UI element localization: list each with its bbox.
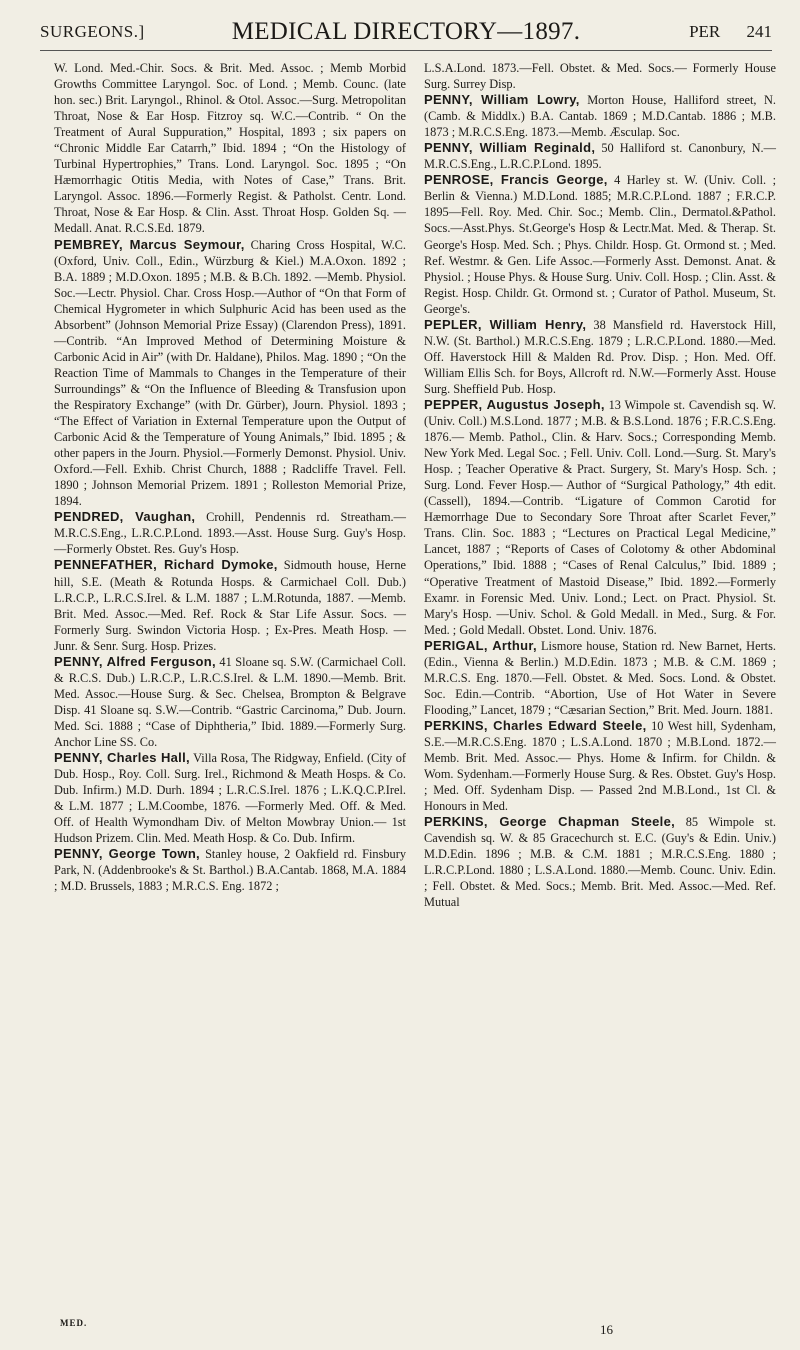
- page-title: MEDICAL DIRECTORY—1897.: [231, 18, 581, 45]
- entry-name: PERKINS, George Chapman Steele,: [424, 814, 676, 830]
- entry-text: 38 Mansfield rd. Haverstock Hill, N.W. (St. Barthol.) M.R.C.S.Eng. 1879 ; L.R.C.P.Lond. 1880.—Med. Off. Haverstock Hill & Malden Rd. Prov. Disp. ; Hon. Med. Off. William Ellis Sch. for Boys, Allcroft rd. N.W.—Formerly Asst. House Surg. Sheffield Pub. Hosp.: [424, 317, 776, 396]
- directory-entry: [54, 846, 406, 894]
- header-rule: [40, 50, 772, 51]
- entry-text: 41 Sloane sq. S.W. (Carmichael Coll. & R.C.S. Dub.) L.R.C.P., L.R.C.S.Irel. & L.M. 1890.—Memb. Brit. Med. Assoc.—House Surg. & Sec. Chelsea, Brompton & Belgrave Disp. 41 Sloane sq. S.W.—Contrib. “Gastric Carcinoma,” Dub. Journ. Med. Sci. 1888 ; “Case of Diphtheria,” Ibid. 1889.—Formerly Surg. Anchor Line SS. Co.: [54, 654, 406, 749]
- directory-entry: [424, 317, 776, 397]
- left-column: [54, 60, 406, 894]
- entry-text: 13 Wimpole st. Cavendish sq. W. (Univ. Coll.) M.S.Lond. 1877 ; M.B. & B.S.Lond. 1876 ; F.R.C.S.Eng. 1876.— Memb. Pathol., Clin. & Harv. Socs.; Corresponding Memb. New York Med. Legal Soc. ; Fell. Univ. Coll. Lond.—Surg. St. Mary's Hosp. ; Teacher Operative & Pract. Surgery, St. Mary's Hosp. Sch. ; Surg. Lond. Fever Hosp.— Author of “Surgical Pathology,” 4th edit. (Cassell), 1894.—Contrib. “Ligature of Common Carotid for Hæmorrhage Due to Secondary Sore Throat after Scarlet Fever,” Trans. Clin. Soc. 1883 ; “Lectures on Practical Legal Medicine,” Lancet, 1887 ; “Reports of Cases of Colotomy & other Abdominal Operations,” Ibid. 1888 ; “Cases of Renal Calculus,” Ibid. 1889 ; “Operative Treatment of Mastoid Disease,” Ibid. 1892.—Formerly Examr. in Forensic Med. Univ. Lond.; Lect. on Pract. Physiol. St. Mary's Hosp. —Univ. Schol. & Gold Medall. in Med., Surg. & For. Med. ; Gold Medall. Obstet. Lond. Univ. 1876.: [424, 397, 776, 637]
- directory-entry: [424, 397, 776, 638]
- entry-name: PERIGAL, Arthur,: [424, 637, 537, 653]
- entry-name: PEMBREY, Marcus Seymour,: [54, 236, 245, 252]
- entry-text: Villa Rosa, The Ridgway, Enfield. (City of Dub. Hosp., Roy. Coll. Surg. Irel., Richmond & Meath Hosps. & Co. Dub. Infirm.) M.D. Durh. 1894 ; L.R.C.S.Irel. 1876 ; L.K.Q.C.P.Irel. & L.M. 1877 ; L.M.Coombe, 1876. —Formerly Med. Off. & Med. Off. of Health Wymondham Div. of Melton Mowbray Union.— 1st Hudson Prizem. Clin. Med. Meath Hosp. & Co. Dub. Infirm.: [54, 751, 406, 846]
- entry-name: PENNY, Alfred Ferguson,: [54, 653, 216, 669]
- folio-number: 16: [600, 1322, 613, 1337]
- directory-entry: [54, 750, 406, 846]
- directory-entry: [424, 140, 776, 172]
- directory-entry: [424, 60, 776, 92]
- entry-name: PENROSE, Francis George,: [424, 172, 608, 188]
- directory-entry: [54, 60, 406, 237]
- directory-entry: [54, 557, 406, 653]
- directory-entry: [54, 509, 406, 557]
- directory-entry: [54, 237, 406, 510]
- directory-entry: [424, 172, 776, 316]
- entry-name: PENNY, William Lowry,: [424, 92, 580, 108]
- page-number: 241: [746, 22, 772, 41]
- entry-name: PENDRED, Vaughan,: [54, 509, 196, 525]
- entry-text: 50 Halliford st. Canonbury, N.—M.R.C.S.Eng., L.R.C.P.Lond. 1895.: [424, 141, 776, 172]
- entry-text: 4 Harley st. W. (Univ. Coll. ; Berlin & Vienna.) M.D.Lond. 1885; M.R.C.P.Lond. 1887 ; F.R.C.P. 1895—Fell. Roy. Med. Chir. Soc.; Memb. Clin., Dermatol.&Pathol. Socs.—Asst.Phys. St.George's Hosp & Lectr.Mat. Med. & Therap. St. George's Hosp. Med. Sch. ; Phys. Childr. Hosp. Gt. Ormond st. ; Med. Ref. Westmr. & Gen. Life Assoc.—Formerly Asst. Demonst. Anat. & Physiol. ; House Phys. & House Surg. Univ. Coll. Hosp. ; Clin. Asst. & Regist. Hosp. Childr. Gt. Ormond st. ; Curator of Pathol. Museum, St. George's.: [424, 173, 776, 316]
- entry-text: L.S.A.Lond. 1873.—Fell. Obstet. & Med. Socs.— Formerly House Surg. Surrey Disp.: [424, 61, 776, 92]
- entry-name: PENNY, George Town,: [54, 846, 200, 862]
- entry-text: Morton House, Halliford street, N. (Camb. & Middlx.) B.A. Cantab. 1869 ; M.D.Cantab. 1886 ; M.B. 1873 ; M.R.C.S.Eng. 1873.—Memb. Æsculap. Soc.: [424, 93, 776, 140]
- running-header: [40, 18, 772, 44]
- entry-text: Sidmouth house, Herne hill, S.E. (Meath & Rotunda Hosps. & Carmichael Coll. Dub.) L.R.C.P., L.R.C.S.Irel. & L.M. 1887 ; L.M.Rotunda, 1887. —Memb. Brit. Med. Assoc.—Med. Ref. Rock & Star Life Assur. Socs. — Formerly Surg. Swindon Victoria Hosp. ; Ex-Pres. Meath Hosp. —Junr. & Senr. Surg. Hosp. Prizes.: [54, 558, 406, 653]
- entry-text: Stanley house, 2 Oakfield rd. Finsbury Park, N. (Addenbrooke's & St. Barthol.) B.A.Cantab. 1868, M.A. 1884 ; M.D. Brussels, 1883 ; M.R.C.S. Eng. 1872 ;: [54, 847, 407, 894]
- entry-name: PENNY, William Reginald,: [424, 140, 596, 156]
- entry-name: PERKINS, Charles Edward Steele,: [424, 717, 647, 733]
- directory-entry: [424, 718, 776, 814]
- directory-entry: [424, 814, 776, 910]
- directory-entry: [424, 638, 776, 718]
- entry-text: Crohill, Pendennis rd. Streatham.—M.R.C.S.Eng., L.R.C.P.Lond. 1893.—Asst. House Surg. Guy's Hosp.—Formerly Obstet. Res. Guy's Hosp.: [54, 510, 406, 557]
- section-label: SURGEONS.]: [40, 22, 145, 41]
- entry-name: PENNEFATHER, Richard Dymoke,: [54, 557, 278, 573]
- header-right: [667, 22, 772, 42]
- entry-name: PEPLER, William Henry,: [424, 316, 587, 332]
- entry-name: PEPPER, Augustus Joseph,: [424, 396, 605, 412]
- signature-mark: MED.: [60, 1318, 88, 1328]
- entry-text: W. Lond. Med.-Chir. Socs. & Brit. Med. Assoc. ; Memb Morbid Growths Committee Laryngol. Soc. of Lond. ; Memb. Counc. (late hon. sec.) Brit. Laryngol., Rhinol. & Otol. Assoc.—Surg. Metropolitan Throat, Nose & Ear Hosp. Fitzroy sq. W.C.—Contrib. “ On the Treatment of Aural Suppuration,” Hospital, 1893 ; six papers on “Chronic Middle Ear Catarrh,” Ibid. 1894 ; “On the Histology of Turbinal Hypertrophies,” Trans. Lond. Laryngol. Soc. 1895 ; “On Hæmorrhagic Otitis Media, with Notes of Case,” Trans. Brit. Laryngol. Assoc. 1896.—Formerly Regist. & Patholst. Centr. Lond. Throat, Nose & Ear Hosp. & Clin. Asst. Throat Hosp. Golden Sq. —Medall. Anat. R.C.S.Ed. 1879.: [54, 61, 406, 236]
- entry-text: Lismore house, Station rd. New Barnet, Herts. (Edin., Vienna & Berlin.) M.D.Edin. 1873 ; M.B. & C.M. 1869 ; M.R.C.S. Eng. 1870.—Fell. Obstet. & Med. Socs. Lond. & Obstet. Soc. Edin.—Contrib. “Abortion, Use of Hot Water in Severe Flooding,” Lancet, 1879 ; “Cæsarian Section,” Brit. Med. Journ. 1881.: [424, 638, 776, 717]
- directory-entry: [54, 654, 406, 750]
- entry-text: 85 Wimpole st. Cavendish sq. W. & 85 Gracechurch st. E.C. (Guy's & Edin. Univ.) M.D.Edin. 1896 ; M.B. & C.M. 1881 ; M.R.C.S.Eng. 1880 ; L.R.C.P.Lond. 1880 ; L.S.A.Lond. 1880.—Memb. Counc. Univ. Edin. ; Fell. Obstet. & Med. Socs.; Memb. Brit. Med. Assoc.—Med. Ref. Mutual: [424, 815, 776, 910]
- right-column: [424, 60, 776, 910]
- entry-text: 10 West hill, Sydenham, S.E.—M.R.C.S.Eng. 1870 ; L.S.A.Lond. 1870 ; M.B.Lond. 1872.—Memb. Brit. Med. Assoc.— Phys. Home & Infirm. for Childn. & Wom. Sydenham.—Formerly House Surg. & Res. Obstet. Guy's Hosp. ; Med. Off. Sydenham Disp. — Passed 2nd M.B.Lond., 1st Cl. & Honours in Med.: [424, 718, 776, 814]
- entry-name: PENNY, Charles Hall,: [54, 750, 190, 766]
- per-label: PER: [689, 22, 721, 41]
- directory-entry: [424, 92, 776, 140]
- entry-text: Charing Cross Hospital, W.C. (Oxford, Univ. Coll., Edin., Würzburg & Kiel.) M.A.Oxon. 1892 ; B.A. 1889 ; M.D.Oxon. 1895 ; M.B. & B.Ch. 1892. —Memb. Physiol. Soc.—Lectr. Physiol. Char. Cross Hosp.—Author of “On that Form of Chemical Hygrometer in which Sulphuric Acid has been used as the Absorbent” (Johnson Memorial Prize Essay) (Clarendon Press), 1891. —Contrib. “An Improved Method of Determining Moisture & Carbonic Acid in Air” (with Dr. Haldane), Philos. Mag. 1890 ; “On the Reaction Time of Mammals to Changes in the Temperature of their Surroundings” & “On the Influence of Bleeding & Transfusion upon the Respiratory Exchange” (with Dr. Gürber), Journ. Physiol. 1893 ; “The Effect of Variation in External Temperature upon the Output of Carbonic Acid & the Temperature of Young Animals,” Ibid. 1895 ; & other papers in the Journ. Physiol.—Formerly Demonst. Physiol. Univ. Oxford.—Fell. Exhib. Christ Church, 1888 ; Radcliffe Travel. Fell. 1890 ; Johnson Memorial Prizem. 1891 ; Rolleston Memorial Prize, 1894.: [54, 237, 406, 509]
